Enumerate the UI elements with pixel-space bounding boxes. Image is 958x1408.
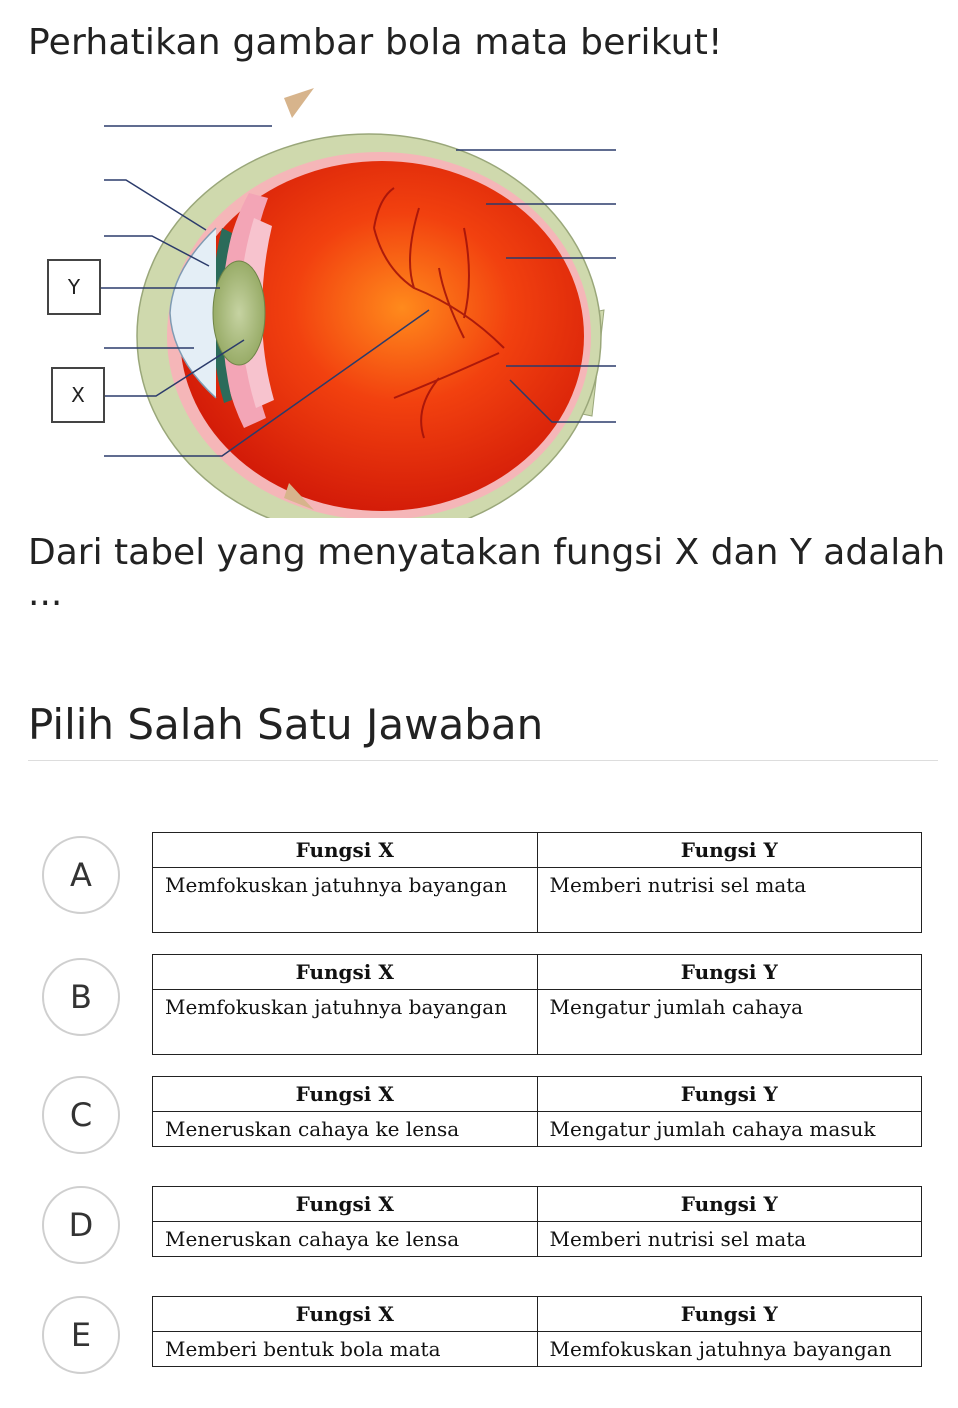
eye-diagram [44, 78, 624, 518]
option-c-radio[interactable]: C [42, 1076, 120, 1154]
label-y: Y [67, 275, 81, 299]
divider [28, 760, 938, 761]
option-a-radio[interactable]: A [42, 836, 120, 914]
option-b-header-x: Fungsi X [153, 955, 538, 990]
option-c-table [152, 1076, 922, 1147]
option-e-radio[interactable]: E [42, 1296, 120, 1374]
option-e-fungsi-y: Memfokuskan jatuhnya bayangan [537, 1332, 922, 1367]
option-a-header-x: Fungsi X [153, 833, 538, 868]
question-text: Dari tabel yang menyatakan fungsi X dan Y adalah ... [28, 532, 946, 614]
option-d-fungsi-y: Memberi nutrisi sel mata [537, 1222, 922, 1257]
option-b-table [152, 954, 922, 1055]
option-d-radio[interactable]: D [42, 1186, 120, 1264]
option-a-fungsi-y: Memberi nutrisi sel mata [537, 868, 922, 933]
option-b-radio[interactable]: B [42, 958, 120, 1036]
option-e-table [152, 1296, 922, 1367]
option-a-table [152, 832, 922, 933]
option-c-header-y: Fungsi Y [537, 1077, 922, 1112]
option-a-fungsi-x: Memfokuskan jatuhnya bayangan [153, 868, 538, 933]
option-c-header-x: Fungsi X [153, 1077, 538, 1112]
option-d-table [152, 1186, 922, 1257]
label-x: X [71, 383, 85, 407]
answer-section-heading: Pilih Salah Satu Jawaban [28, 700, 544, 749]
option-d-header-y: Fungsi Y [537, 1187, 922, 1222]
option-e-fungsi-x: Memberi bentuk bola mata [153, 1332, 538, 1367]
option-e-header-x: Fungsi X [153, 1297, 538, 1332]
option-b-fungsi-x: Memfokuskan jatuhnya bayangan [153, 990, 538, 1055]
option-c-fungsi-y: Mengatur jumlah cahaya masuk [537, 1112, 922, 1147]
question-title: Perhatikan gambar bola mata berikut! [28, 22, 723, 63]
option-a-header-y: Fungsi Y [537, 833, 922, 868]
option-d-header-x: Fungsi X [153, 1187, 538, 1222]
option-b-header-y: Fungsi Y [537, 955, 922, 990]
option-e-header-y: Fungsi Y [537, 1297, 922, 1332]
option-b-fungsi-y: Mengatur jumlah cahaya [537, 990, 922, 1055]
option-d-fungsi-x: Meneruskan cahaya ke lensa [153, 1222, 538, 1257]
option-c-fungsi-x: Meneruskan cahaya ke lensa [153, 1112, 538, 1147]
